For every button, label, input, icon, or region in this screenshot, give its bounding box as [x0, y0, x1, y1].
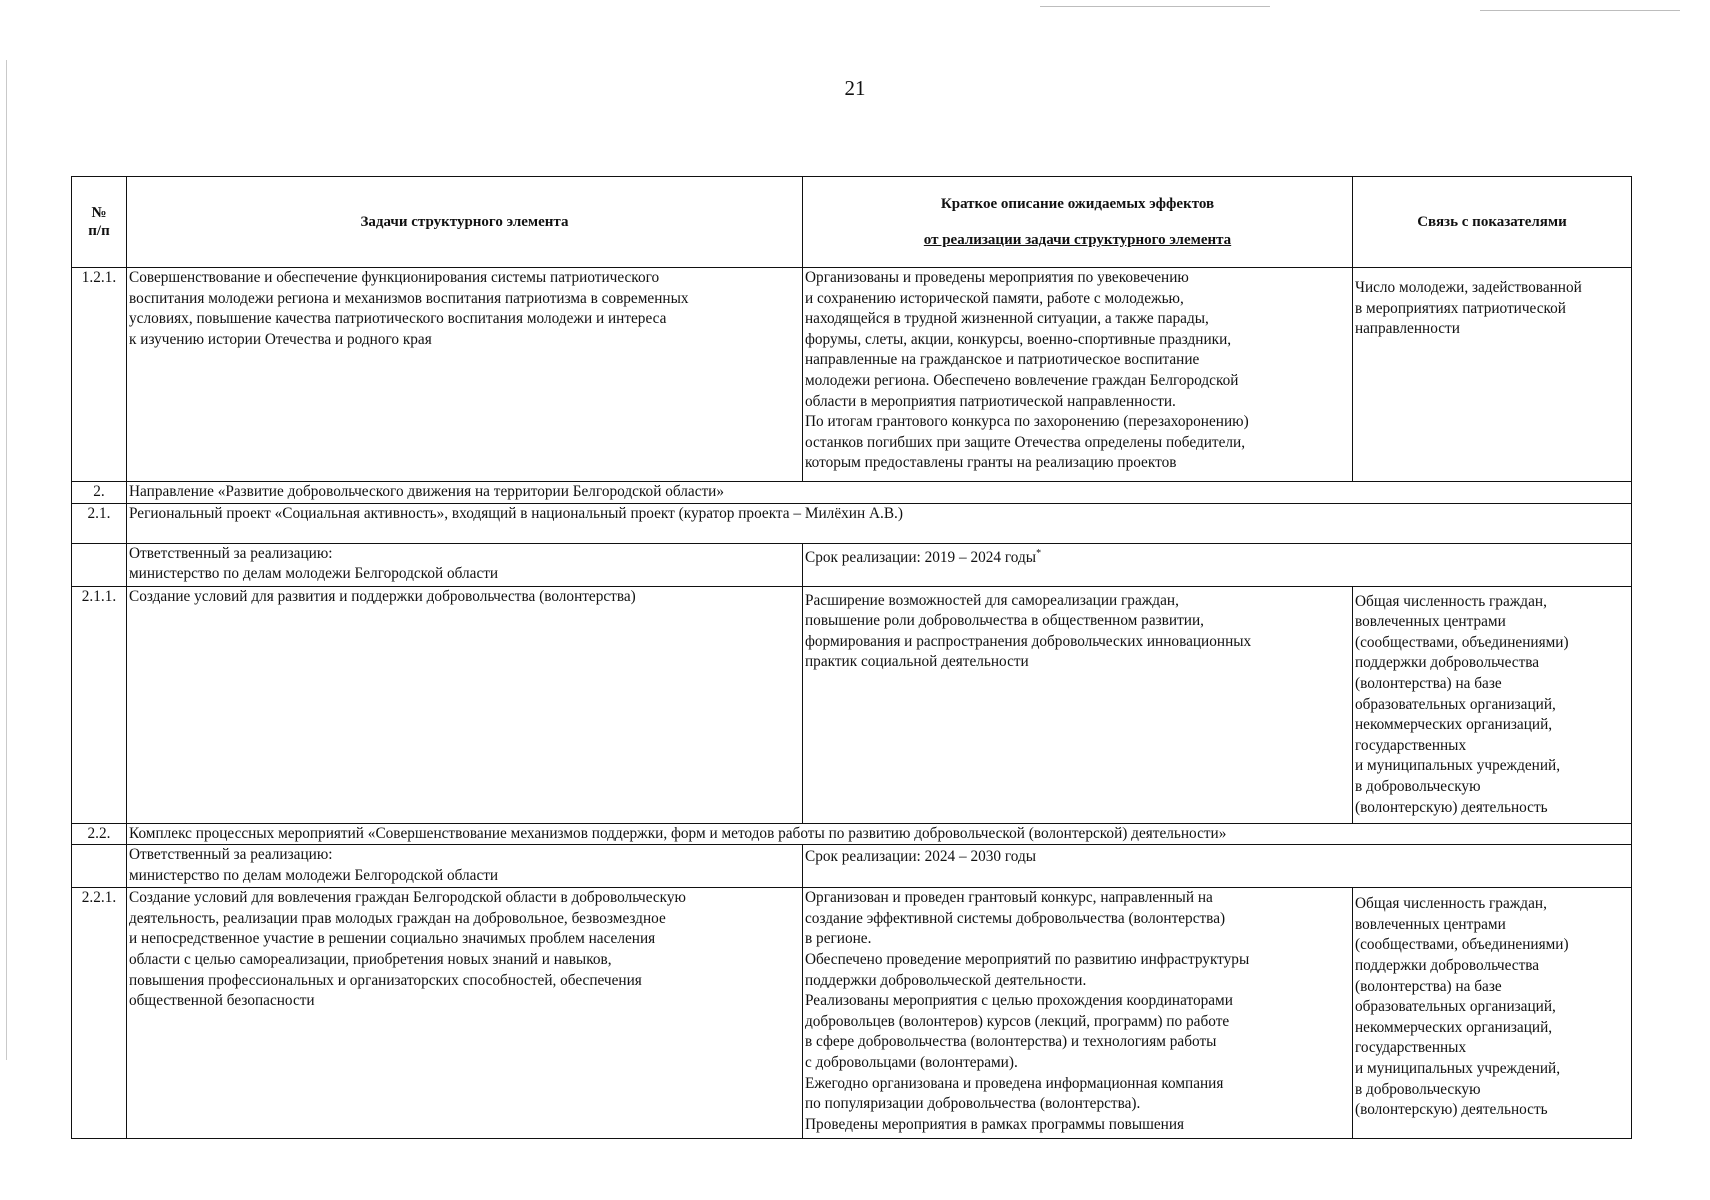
section-title-cell: Региональный проект «Социальная активность», входящий в национальный проект (куратор проекта – Милёхин А.В.) — [127, 503, 1632, 543]
table-row — [72, 845, 1632, 888]
indicator-cell: Общая численность граждан, вовлеченных центрами (сообществами, объединениями) поддержки добровольчества (волонтерства) на базе образовательных организаций, некоммерческих организаций, государственных и муниципальных учреждений, в добровольческую (волонтерскую) деятельность — [1353, 586, 1632, 823]
effect-cell: Организован и проведен грантовый конкурс, направленный на создание эффективной системы добровольчества (волонтерства) в регионе. Обеспечено проведение мероприятий по развитию инфраструктуры поддержки добровольческой деятельности. Реализованы мероприятия с целью прохождения координаторами добровольцев (волонтеров) курсов (лекций, программ) по работе в сфере добровольчества (волонтерства) и технологиям работы с добровольцами (волонтерами). Ежегодно организована и проведена информационная компания по популяризации добровольчества (волонтерства). Проведены мероприятия в рамках программы повышения — [803, 888, 1353, 1139]
table-row — [72, 482, 1632, 504]
effect-cell: Организованы и проведены мероприятия по увековечению и сохранению исторической памяти, работе с молодежью, находящейся в трудной жизненной ситуации, а также парады, форумы, слеты, акции, конкурсы, военно-спортивные праздники, направленные на гражданское и патриотическое воспитание молодежи региона. Обеспечено вовлечение граждан Белгородской области в мероприятия патриотической направленности. По итогам грантового конкурса по захоронению (перезахоронению) останков погибших при защите Отечества определены победители, которым предоставлены гранты на реализацию проектов — [803, 268, 1353, 482]
responsible-cell: Ответственный за реализацию: министерство по делам молодежи Белгородской области — [127, 845, 803, 888]
header-tasks: Задачи структурного элемента — [127, 177, 803, 268]
term-cell — [803, 543, 1632, 586]
table-row — [72, 268, 1632, 482]
task-cell: Создание условий для вовлечения граждан Белгородской области в добровольческую деятельность, реализации прав молодых граждан на добровольное, безвозмездное и непосредственное участие в решении социально значимых проблем населения области с целью самореализации, приобретения новых знаний и навыков, повышения профессиональных и организаторских способностей, обеспечения общественной безопасности — [127, 888, 803, 1139]
row-number: 2.2.1. — [72, 888, 127, 1139]
row-number: 2.2. — [72, 823, 127, 845]
term-cell: Срок реализации: 2024 – 2030 годы — [803, 845, 1632, 888]
row-number: 2. — [72, 482, 127, 504]
responsible-cell: Ответственный за реализацию: министерство по делам молодежи Белгородской области — [127, 543, 803, 586]
task-cell: Создание условий для развития и поддержки добровольчества (волонтерства) — [127, 586, 803, 823]
table-header-row — [72, 177, 1632, 268]
term-text: Срок реализации: 2019 – 2024 годы — [805, 548, 1037, 566]
indicator-cell: Общая численность граждан, вовлеченных центрами (сообществами, объединениями) поддержки добровольчества (волонтерства) на базе образовательных организаций, некоммерческих организаций, государственных и муниципальных учреждений, в добровольческую (волонтерскую) деятельность — [1353, 888, 1632, 1139]
page-number: 21 — [844, 76, 866, 100]
header-effects — [803, 177, 1353, 268]
scan-edge-left — [6, 60, 7, 1060]
row-number: 2.1.1. — [72, 586, 127, 823]
structural-elements-table — [71, 176, 1632, 1139]
row-number: 2.1. — [72, 503, 127, 543]
effect-cell: Расширение возможностей для самореализации граждан, повышение роли добровольчества в общественном развитии, формирования и распространения добровольческих инновационных практик социальной деятельности — [803, 586, 1353, 823]
section-title-cell: Комплекс процессных мероприятий «Совершенствование механизмов поддержки, форм и методов работы по развитию добровольческой (волонтерской) деятельности» — [127, 823, 1632, 845]
header-links: Связь с показателями — [1353, 177, 1632, 268]
header-num: № п/п — [72, 177, 127, 268]
row-number: 1.2.1. — [72, 268, 127, 482]
scan-line-top-right — [1480, 10, 1680, 11]
table-row — [72, 888, 1632, 1139]
table-row — [72, 586, 1632, 823]
indicator-cell: Число молодежи, задействованной в мероприятиях патриотической направленности — [1353, 268, 1632, 482]
table-row — [72, 503, 1632, 543]
task-cell: Совершенствование и обеспечение функционирования системы патриотического воспитания молодежи региона и механизмов воспитания патриотизма в современных условиях, повышение качества патриотического воспитания молодежи и интереса к изучению истории Отечества и родного края — [127, 268, 803, 482]
row-number — [72, 543, 127, 586]
footnote-mark: * — [1036, 547, 1042, 559]
row-number — [72, 845, 127, 888]
scan-line-top — [1040, 6, 1270, 7]
table-row — [72, 823, 1632, 845]
header-effects-line1: Краткое описание ожидаемых эффектов — [940, 196, 1215, 212]
table-row — [72, 543, 1632, 586]
header-effects-line2: от реализации задачи структурного элемента — [923, 232, 1232, 248]
section-title-cell: Направление «Развитие добровольческого движения на территории Белгородской области» — [127, 482, 1632, 504]
